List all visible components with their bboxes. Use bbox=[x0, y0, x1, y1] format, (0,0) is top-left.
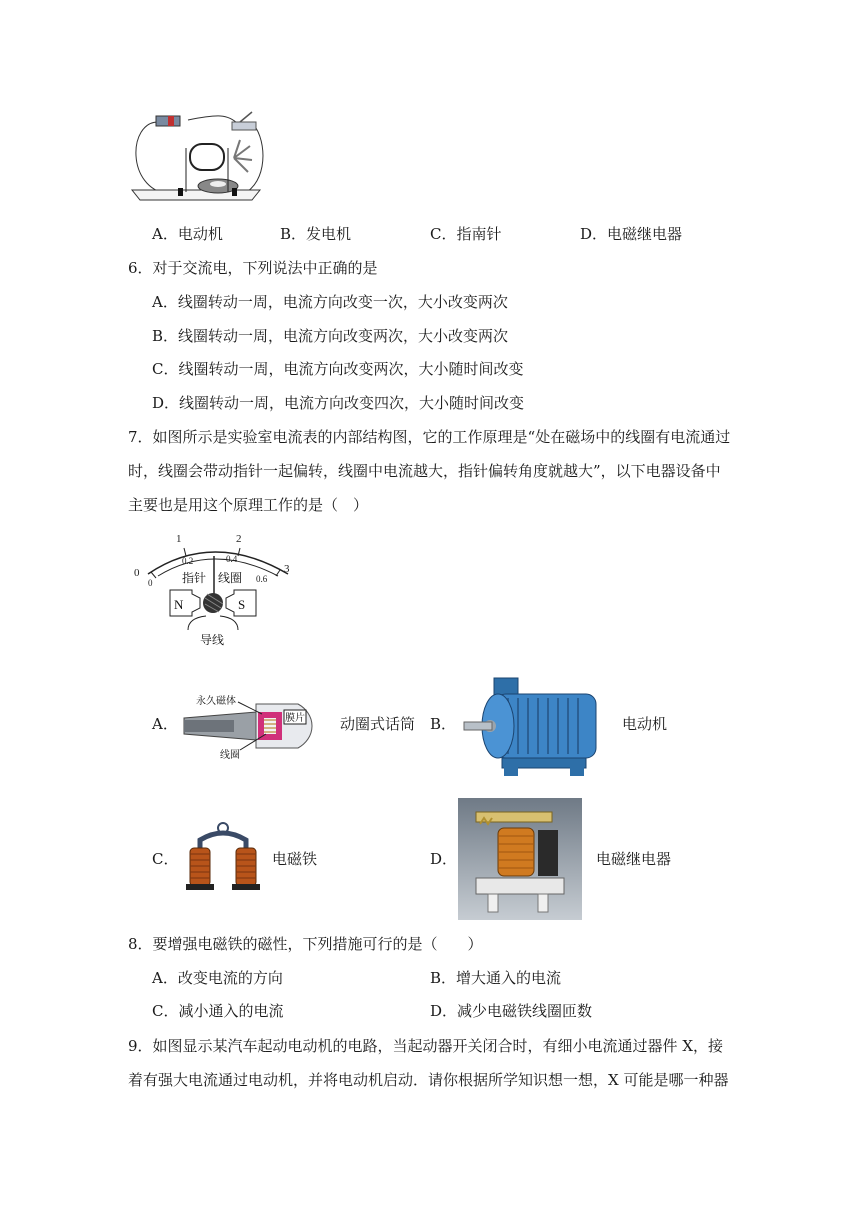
ammeter-diagram bbox=[128, 530, 298, 648]
q8-option-b: B．增大通入的电流 bbox=[430, 969, 562, 987]
q7-option-d-caption: 电磁继电器 bbox=[596, 850, 672, 868]
q9-stem-line-2: 着有强大电流通过电动机，并将电动机启动．请你根据所学知识想一想，X 可能是哪一种器 bbox=[128, 1071, 729, 1089]
electromagnet-image bbox=[182, 820, 264, 894]
mic-label-magnet: 永久磁体 bbox=[196, 696, 236, 707]
q9-stem-line-1: 9．如图显示某汽车起动电动机的电路，当起动器开关闭合时，有细小电流通过器件 X，接 bbox=[128, 1037, 723, 1055]
q6-stem: 6．对于交流电，下列说法中正确的是 bbox=[128, 259, 378, 277]
mic-label-diaphragm: 膜片 bbox=[285, 713, 305, 724]
q8-option-c: C．减小通入的电流 bbox=[152, 1002, 284, 1020]
meter-label-n: N bbox=[174, 597, 184, 612]
meter-scale-top-2: 2 bbox=[236, 533, 242, 545]
q8-option-d: D．减少电磁铁线圈匝数 bbox=[430, 1002, 593, 1020]
meter-label-coil: 线圈 bbox=[218, 571, 243, 585]
q7-option-c-letter: C． bbox=[152, 850, 179, 868]
q5-option-c: C．指南针 bbox=[430, 225, 502, 243]
q7-option-a-letter: A． bbox=[152, 715, 178, 733]
q7-stem-line-3: 主要也是用这个原理工作的是（ ） bbox=[128, 496, 369, 514]
meter-scale-bottom-0: 0 bbox=[148, 578, 153, 588]
meter-zero-top: 0 bbox=[134, 567, 140, 579]
q7-option-d-letter: D． bbox=[430, 850, 458, 868]
meter-scale-top-1: 1 bbox=[176, 533, 182, 545]
electric-motor-image bbox=[458, 664, 614, 782]
q8-option-a: A．改变电流的方向 bbox=[152, 969, 283, 987]
q6-option-d: D．线圈转动一周，电流方向改变四次，大小随时间改变 bbox=[152, 394, 525, 412]
meter-label-s: S bbox=[238, 597, 246, 612]
q7-option-b-letter: B． bbox=[430, 715, 457, 733]
q6-option-a: A．线圈转动一周，电流方向改变一次，大小改变两次 bbox=[152, 293, 508, 311]
meter-label-wire: 导线 bbox=[200, 633, 225, 647]
meter-scale-bottom-2: 0.4 bbox=[226, 554, 238, 564]
q7-option-b-caption: 电动机 bbox=[622, 715, 668, 733]
q8-stem: 8．要增强电磁铁的磁性，下列措施可行的是（ ） bbox=[128, 935, 483, 953]
meter-scale-bottom-1: 0.2 bbox=[182, 556, 194, 566]
meter-scale-bottom-3: 0.6 bbox=[256, 574, 268, 584]
q5-experiment-figure bbox=[128, 108, 268, 214]
meter-label-pointer: 指针 bbox=[182, 571, 207, 585]
q5-option-a: A．电动机 bbox=[152, 225, 223, 243]
q6-option-b: B．线圈转动一周，电流方向改变两次，大小改变两次 bbox=[152, 327, 509, 345]
q7-stem-line-2: 时，线圈会带动指针一起偏转，线圈中电流越大，指针偏转角度就越大”，以下电器设备中 bbox=[128, 462, 721, 480]
q7-option-a-caption: 动圈式话筒 bbox=[340, 715, 416, 733]
mic-label-coil: 线圈 bbox=[220, 750, 240, 761]
relay-image bbox=[458, 798, 582, 920]
meter-scale-top-3: 3 bbox=[284, 563, 290, 575]
q6-option-c: C．线圈转动一周，电流方向改变两次，大小随时间改变 bbox=[152, 360, 524, 378]
dynamic-microphone-image bbox=[180, 690, 335, 762]
q5-option-b: B．发电机 bbox=[280, 225, 352, 243]
q7-stem-line-1: 7．如图所示是实验室电流表的内部结构图，它的工作原理是“处在磁场中的线圈有电流通过 bbox=[128, 428, 731, 446]
q5-option-d: D．电磁继电器 bbox=[580, 225, 683, 243]
q7-option-c-caption: 电磁铁 bbox=[272, 850, 318, 868]
